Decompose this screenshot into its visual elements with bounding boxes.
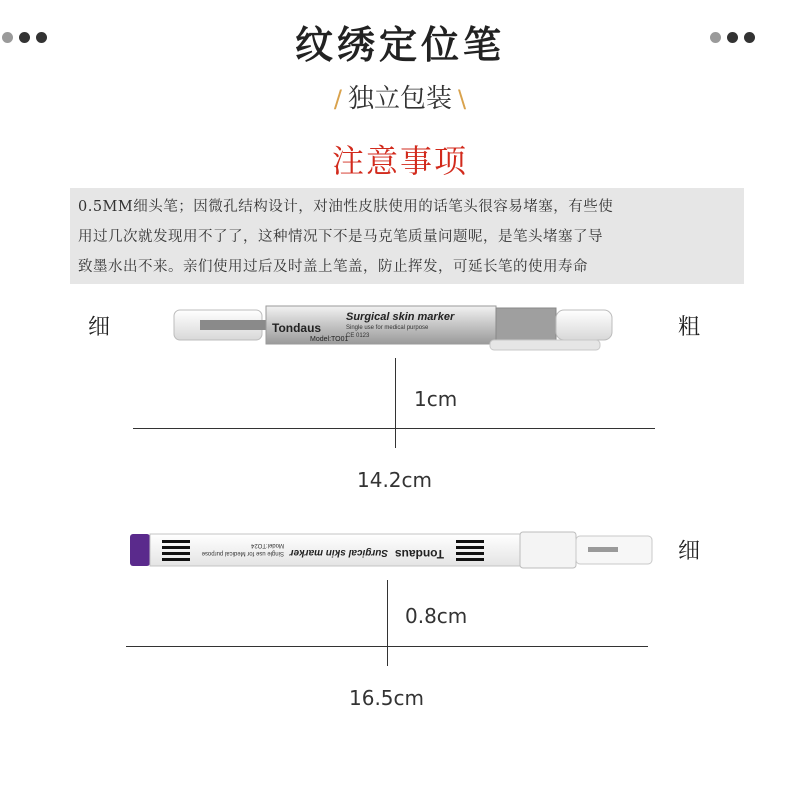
pen1-brand: Tondaus <box>272 321 322 335</box>
slash-left: / <box>333 85 342 113</box>
pen1-thick-label: 粗 <box>678 315 701 340</box>
notice-text <box>78 192 738 282</box>
pen1-product: Surgical skin marker <box>346 311 455 323</box>
pen2-length-line <box>126 646 648 647</box>
notice-line: 0.5MM细头笔；因微孔结构设计，对油性皮肤使用的话笔头很容易堵塞，有些使 <box>78 199 614 215</box>
pen1-length-line <box>133 428 655 429</box>
notice-heading: 注意事项 <box>331 142 468 180</box>
page-subtitle <box>0 78 800 115</box>
pen1-image <box>170 296 630 368</box>
pen2-length: 16.5cm <box>349 686 425 710</box>
pen1-length: 14.2cm <box>357 468 433 492</box>
pen1-right-cap <box>556 310 612 340</box>
pen1-diameter: 1cm <box>414 387 458 411</box>
pen1-diameter-line <box>395 358 396 448</box>
pen2-image <box>126 528 662 572</box>
pen2-diameter: 0.8cm <box>405 604 468 628</box>
pen2-fine-label: 细 <box>678 539 701 564</box>
pen2-purpose: Single use for Medical purpose <box>201 550 284 556</box>
page-title: 纹绣定位笔 <box>294 23 505 67</box>
pen1-fine-label: 细 <box>88 315 111 340</box>
subtitle-text: 独立包装 <box>347 84 452 114</box>
pen1-right-grip <box>496 308 556 342</box>
notice-line: 用过几次就发现用不了了，这种情况下不是马克笔质量问题呢，是笔头堵塞了导 <box>78 229 603 245</box>
pen1-left-tip <box>200 320 270 330</box>
pen2-product: Surgical skin marker <box>289 547 388 558</box>
notice-line: 致墨水出不来。亲们使用过后及时盖上笔盖，防止挥发，可延长笔的使用寿命 <box>78 259 588 275</box>
pen1-clip <box>490 340 600 350</box>
pen2-diameter-line <box>387 580 388 666</box>
pen2-brand: Tondaus <box>394 547 444 561</box>
pen2-grip <box>520 532 576 568</box>
pen1-purpose: Single use for medical purpose <box>346 325 429 331</box>
pen2-end-cap <box>130 534 150 566</box>
pen2-tip <box>588 547 618 552</box>
pen2-model: Model:TO24 <box>251 542 284 548</box>
pen1-model: Model:TO01 <box>310 336 349 343</box>
slash-right: \ <box>458 85 467 113</box>
pen1-ce: CE 0123 <box>346 333 370 339</box>
